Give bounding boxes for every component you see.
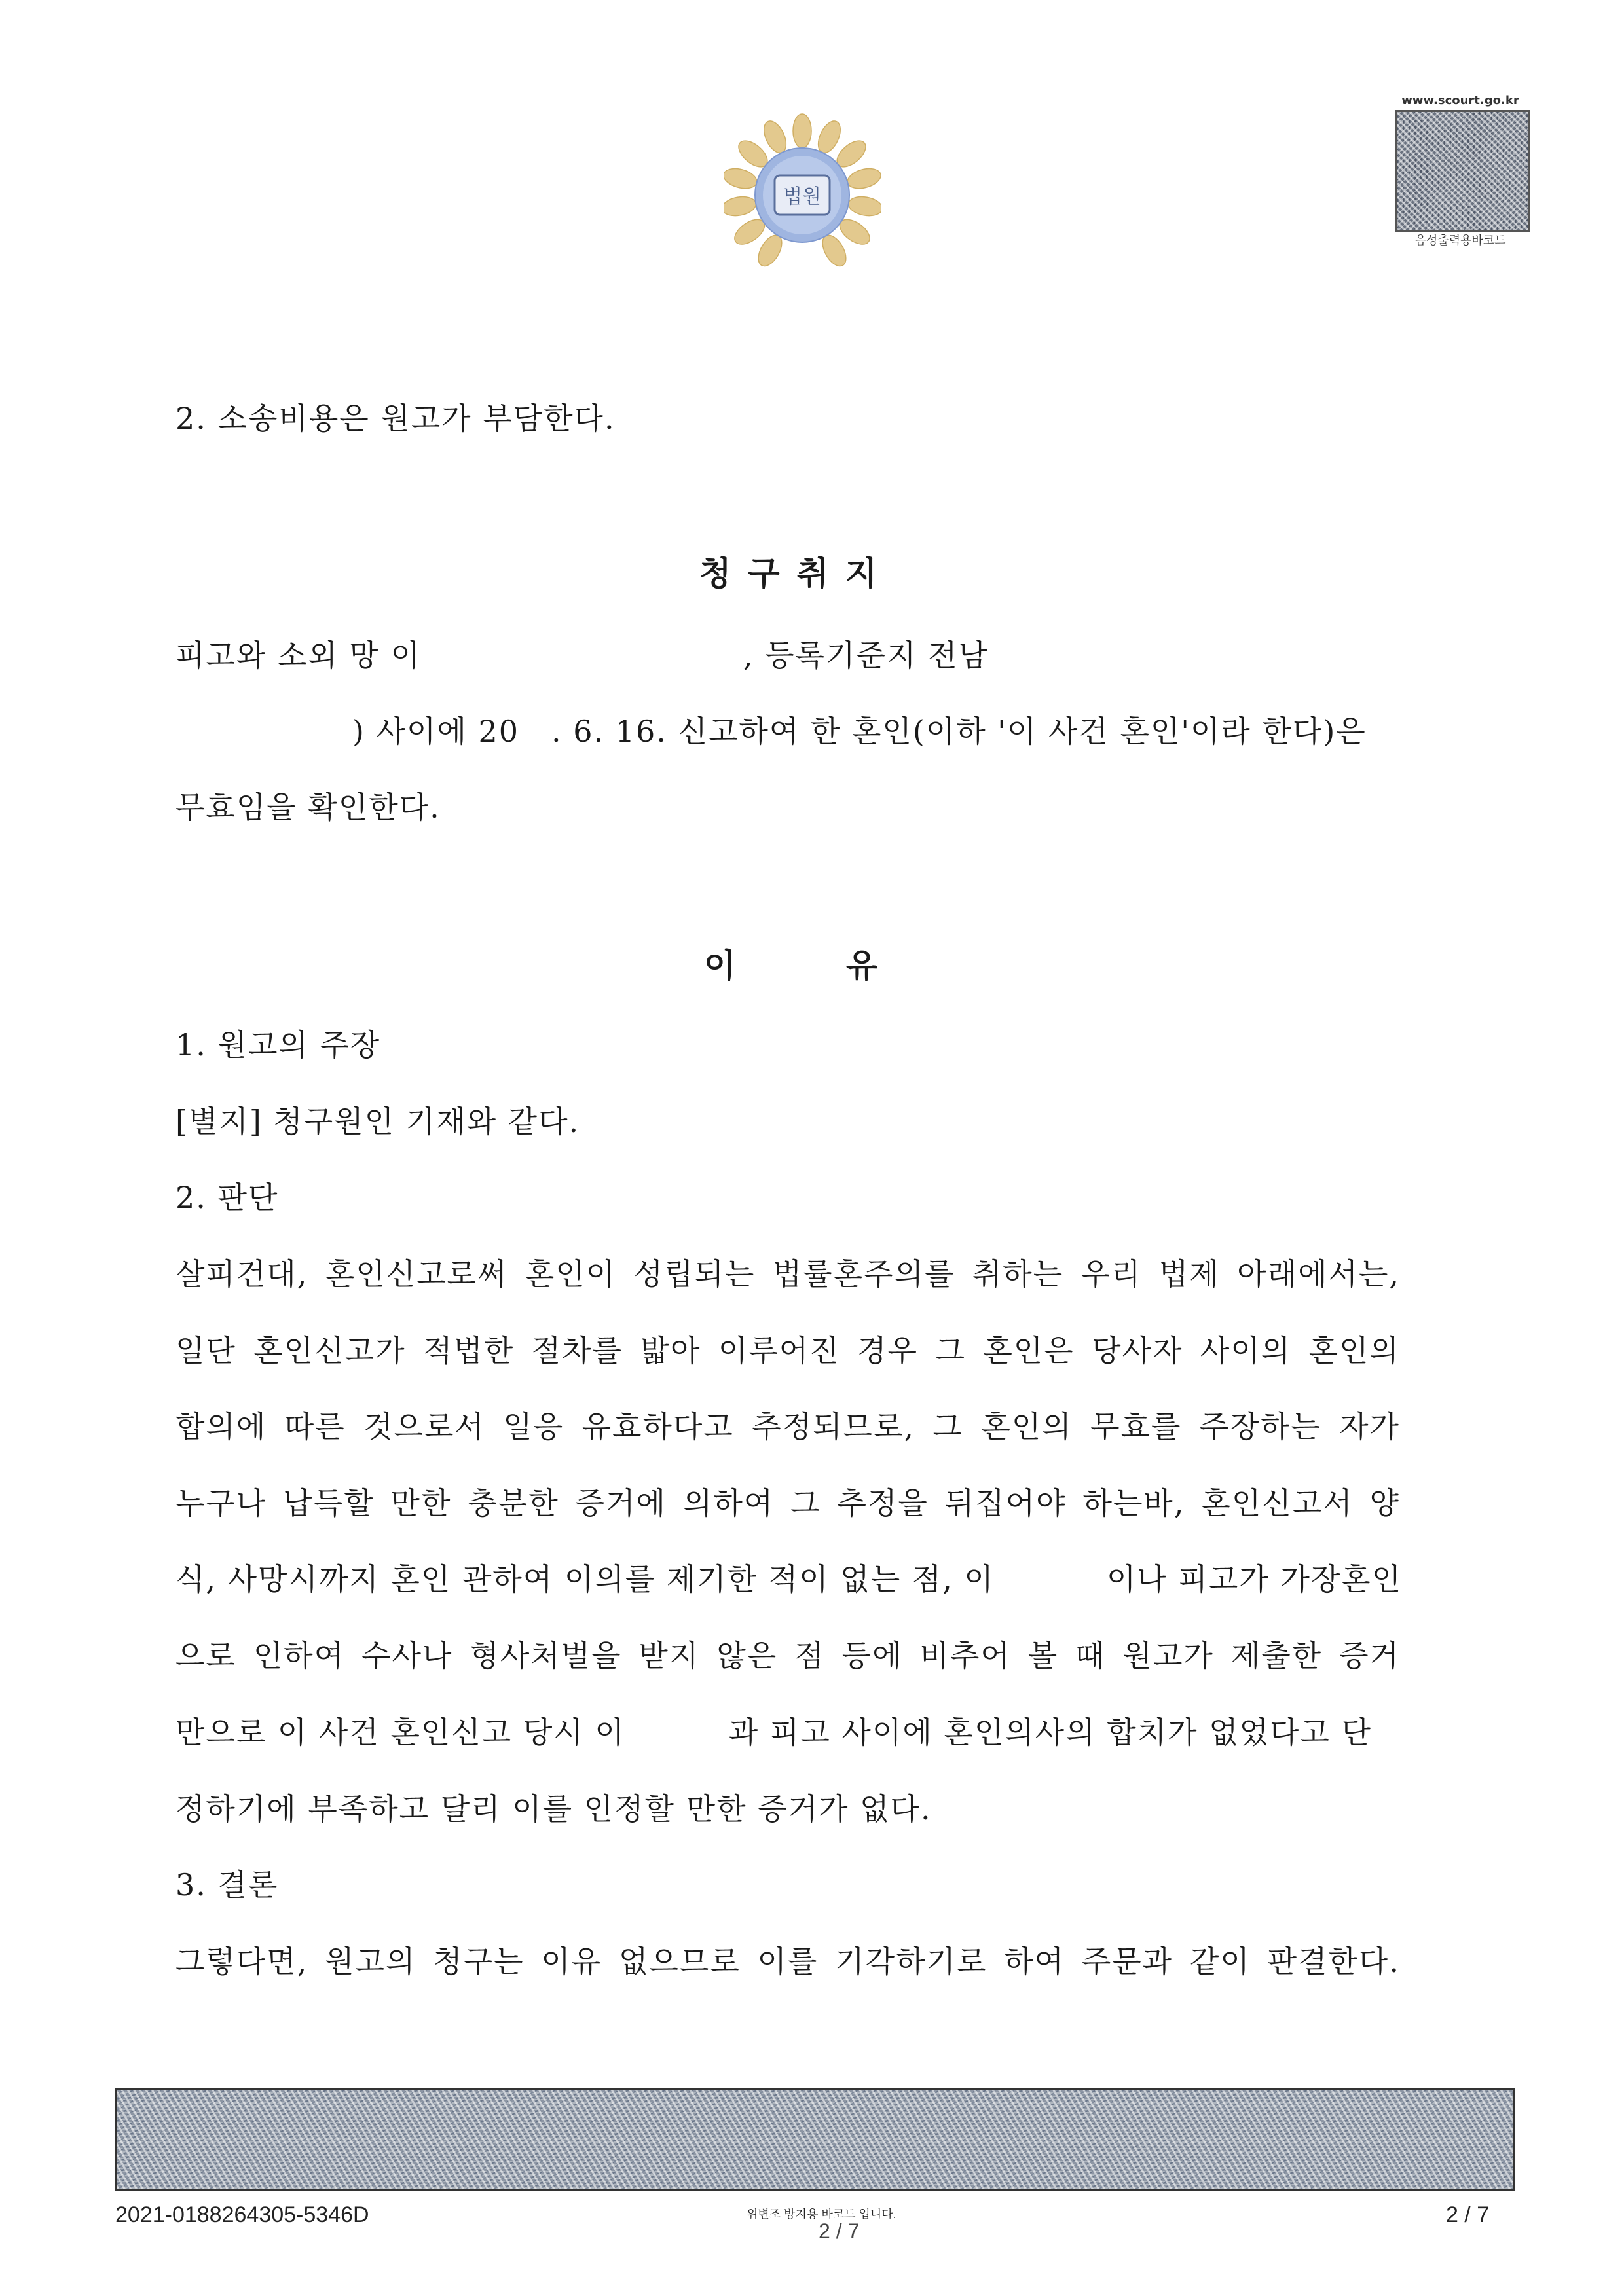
judgment-line-5-a: 식, 사망시까지 혼인 관하여 이의를 제기한 적이 없는 점, 이 <box>175 1561 995 1597</box>
court-seal-icon <box>724 111 881 272</box>
conclusion-text: 그렇다면, 원고의 청구는 이유 없으므로 이를 기각하기로 하여 주문과 같이 판결한다. <box>175 1944 1400 1979</box>
section2-title: 2. 판단 <box>175 1180 279 1215</box>
page-number: 2 / 7 <box>1446 2202 1490 2227</box>
judgment-line-6: 으로 인하여 수사나 형사처벌을 받지 않은 점 등에 비추어 볼 때 원고가 제출한 증거 <box>175 1638 1400 1673</box>
judgment-line-5-b: 이나 피고가 가장혼인 <box>1107 1561 1403 1597</box>
judgment-line-3: 합의에 따른 것으로서 일응 유효하다고 추정되므로, 그 혼인의 무효를 주장하는 자가 <box>175 1409 1400 1444</box>
section3-title: 3. 결론 <box>175 1867 279 1903</box>
barcode-notice: 위변조 방지용 바코드 입니다. <box>747 2208 896 2221</box>
claim-line2-a: ) 사이에 20 <box>352 714 520 749</box>
judgment-line-7-b: 과 피고 사이에 혼인의사의 합치가 없었다고 단 <box>729 1715 1373 1750</box>
reason-heading-a: 이 <box>704 946 753 985</box>
qr-code-icon <box>1395 110 1530 232</box>
page-number-center: 2 / 7 <box>819 2219 860 2243</box>
qr-site-url: www.scourt.go.kr <box>1401 94 1519 107</box>
judgment-line-2: 일단 혼인신고가 적법한 절차를 밟아 이루어진 경우 그 혼인은 당사자 사이의 혼인의 <box>175 1333 1400 1368</box>
section1-title: 1. 원고의 주장 <box>175 1027 381 1063</box>
claim-line1-b: , 등록기준지 전남 <box>743 638 989 673</box>
judgment-line-4: 누구나 납득할 만한 충분한 증거에 의하여 그 추정을 뒤집어야 하는바, 혼인신고서 양 <box>175 1485 1400 1521</box>
judgment-line-1: 살피건대, 혼인신고로써 혼인이 성립되는 법률혼주의를 취하는 우리 법제 아래에서는, <box>175 1256 1400 1292</box>
claim-heading: 청구취지 <box>699 554 895 592</box>
claim-line2-b: . 6. 16. 신고하여 한 혼인(이하 '이 사건 혼인'이라 한다)은 <box>551 714 1367 749</box>
reason-heading-b: 유 <box>846 946 895 985</box>
order-item-2: 2. 소송비용은 원고가 부담한다. <box>175 401 616 436</box>
judgment-line-8: 정하기에 부족하고 달리 이를 인정할 만한 증거가 없다. <box>175 1791 932 1827</box>
claim-line1-a: 피고와 소외 망 이 <box>175 638 421 673</box>
judgment-line-7-a: 만으로 이 사건 혼인신고 당시 이 <box>175 1715 625 1750</box>
security-barcode-icon <box>115 2088 1515 2191</box>
seal-text: 법원 <box>783 185 821 208</box>
document-id: 2021-0188264305-5346D <box>115 2202 369 2227</box>
claim-line3: 무효임을 확인한다. <box>175 790 441 825</box>
qr-caption: 음성출력용바코드 <box>1414 234 1506 247</box>
section1-text: [별지] 청구원인 기재와 같다. <box>175 1104 580 1139</box>
